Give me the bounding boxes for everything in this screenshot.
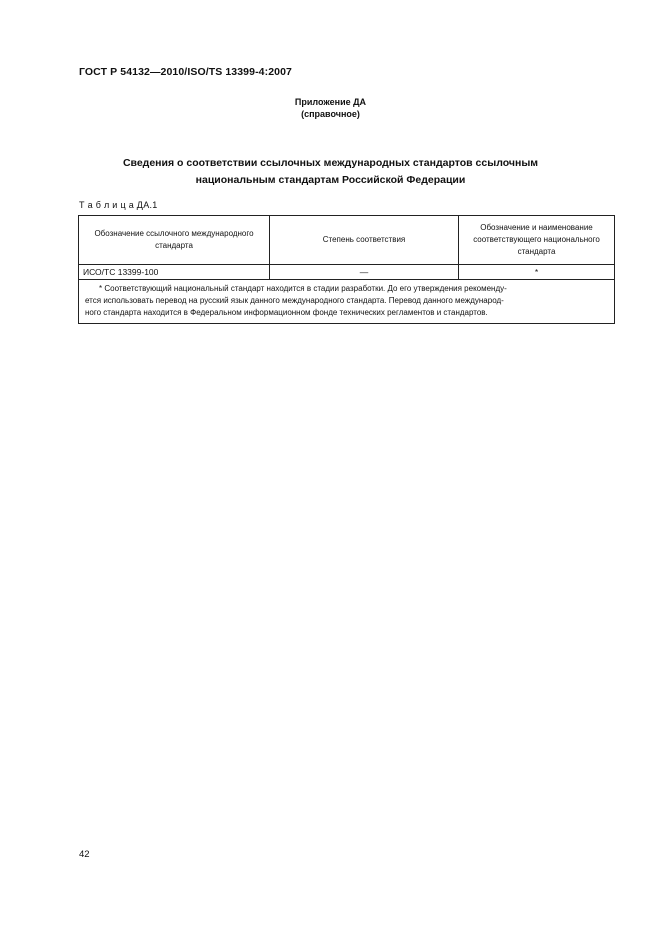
cell-degree-of-compliance: — (270, 265, 459, 280)
page-number: 42 (79, 849, 90, 860)
footnote-line-3: ного стандарта находится в Федеральном информационном фонде технических регламентов и стандартов. (85, 308, 488, 317)
footnote-line-1: * Соответствующий национальный стандарт находится в стадии разработки. До его утверждения рекоменду- (99, 284, 507, 293)
table-row (79, 265, 615, 280)
cell-international-standard: ИСО/ТС 13399-100 (79, 265, 270, 280)
reference-standards-table (78, 215, 615, 324)
document-code: ГОСТ Р 54132—2010/ISO/TS 13399-4:2007 (79, 66, 292, 78)
cell-national-standard: * (459, 265, 615, 280)
column-header-degree-of-compliance: Степень соответствия (270, 216, 459, 265)
column-header-national-standard: Обозначение и наименование соответствующего национального стандарта (459, 216, 615, 265)
annex-title: Приложение ДА (294, 97, 367, 107)
section-heading-line-1: Сведения о соответствии ссылочных международных стандартов ссылочным (122, 157, 539, 169)
column-header-international-standard: Обозначение ссылочного международного стандарта (79, 216, 270, 265)
table-footnote (79, 280, 615, 324)
table-header-row (79, 216, 615, 265)
section-heading (0, 155, 661, 189)
section-heading-line-2: национальным стандартам Российской Федерации (195, 174, 466, 186)
footnote-line-2: ется использовать перевод на русский язык данного международного стандарта. Перевод данного международ- (85, 296, 504, 305)
table-caption: Т а б л и ц а ДА.1 (79, 200, 158, 210)
annex-type: (справочное) (301, 109, 360, 119)
table-footnote-row (79, 280, 615, 324)
